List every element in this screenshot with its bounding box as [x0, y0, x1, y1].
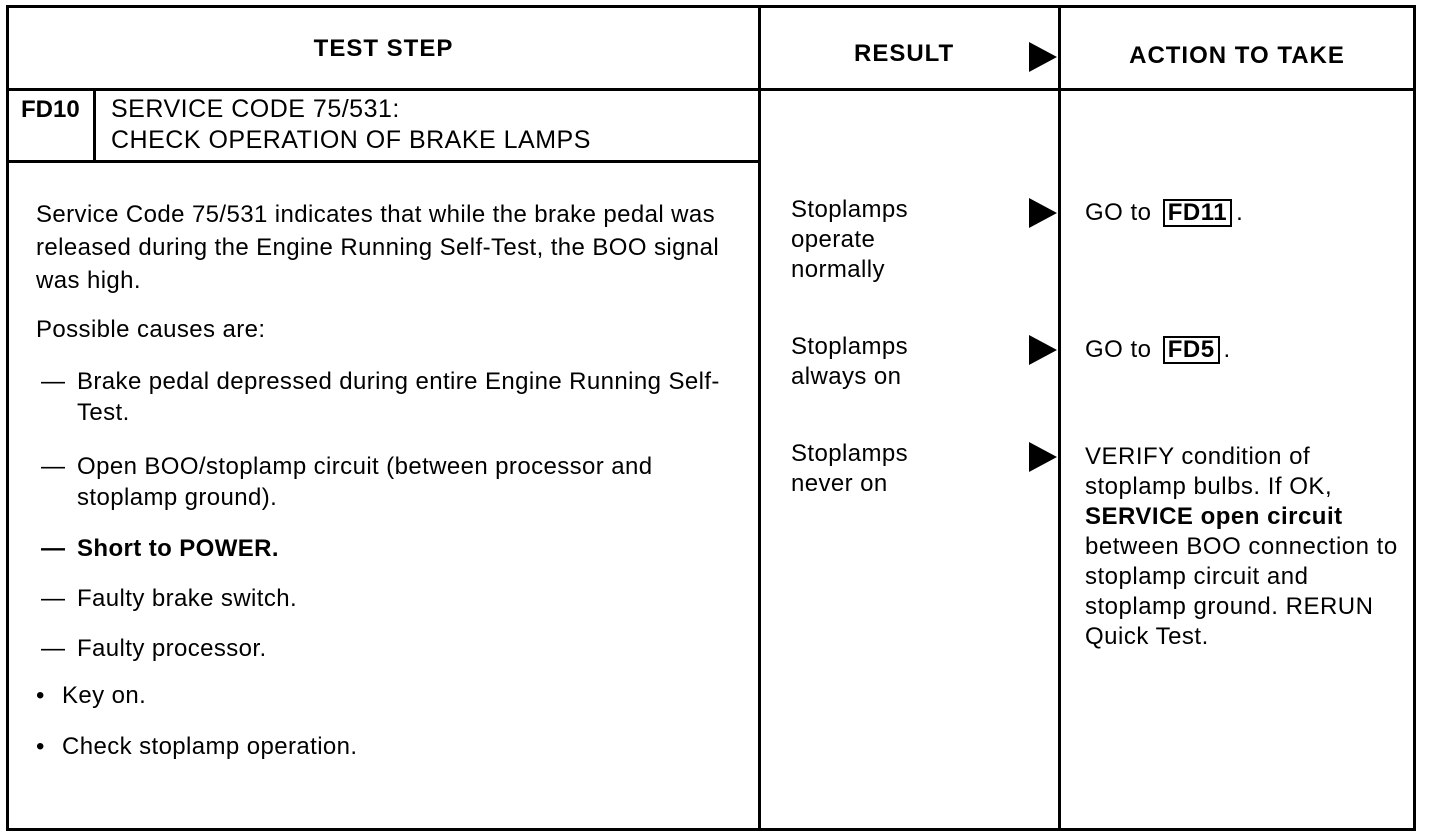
header-action-to-take: ACTION TO TAKE — [1129, 42, 1345, 69]
header-test-step: TEST STEP — [313, 35, 454, 62]
action-go-to-fd5 — [1085, 335, 1231, 365]
cause-text: Short to POWER. — [77, 535, 279, 562]
action-text: between BOO connection to stoplamp circuit and stoplamp ground. RERUN Quick Test. — [1085, 533, 1398, 650]
result-line: never on — [791, 470, 888, 497]
bullet-mark: • — [36, 733, 45, 760]
result-operate-normally — [791, 195, 908, 285]
result-never-on — [791, 439, 908, 499]
cause-item — [41, 451, 731, 513]
procedure-step-text: Key on. — [62, 682, 147, 709]
result-line: operate — [791, 226, 876, 253]
header-divider — [9, 88, 1413, 91]
action-punctuation: . — [1236, 199, 1244, 226]
step-title-line-2: CHECK OPERATION OF BRAKE LAMPS — [111, 126, 591, 154]
header-result: RESULT — [854, 40, 955, 67]
result-line: always on — [791, 363, 902, 390]
action-text: GO to — [1085, 199, 1152, 226]
dash-mark: — — [41, 368, 66, 395]
dash-mark: — — [41, 453, 66, 480]
step-title-divider — [9, 160, 758, 163]
procedure-step — [36, 682, 146, 710]
dash-mark: — — [41, 635, 66, 662]
result-line: Stoplamps — [791, 333, 908, 360]
action-verify-service — [1085, 442, 1405, 652]
action-emphasis: SERVICE open circuit — [1085, 503, 1343, 530]
arrow-right-icon — [1029, 442, 1057, 472]
arrow-right-icon — [1029, 42, 1057, 72]
step-title — [111, 94, 591, 156]
step-reference-fd11[interactable]: FD11 — [1163, 199, 1232, 227]
action-go-to-fd11 — [1085, 198, 1243, 228]
dash-mark: — — [41, 585, 66, 612]
cause-text: Faulty processor. — [77, 635, 267, 662]
bullet-mark: • — [36, 682, 45, 709]
column-divider-action — [1058, 8, 1061, 828]
cause-text: Open BOO/stoplamp circuit (between processor and stoplamp ground). — [77, 453, 653, 511]
step-code-box-divider — [93, 88, 96, 160]
dash-mark: — — [41, 535, 66, 562]
description-paragraph: Service Code 75/531 indicates that while the brake pedal was released during the Engine Running Self-Test, the BOO signal was high. — [36, 201, 720, 294]
arrow-right-icon — [1029, 198, 1057, 228]
cause-item — [41, 366, 731, 428]
result-line: Stoplamps — [791, 440, 908, 467]
cause-item — [41, 583, 731, 614]
procedure-step — [36, 733, 358, 761]
action-text: GO to — [1085, 336, 1152, 363]
result-always-on — [791, 332, 908, 392]
column-divider-result — [758, 8, 761, 828]
possible-causes-label: Possible causes are: — [36, 316, 266, 343]
cause-item — [41, 533, 731, 564]
test-step-table — [6, 5, 1416, 831]
step-code: FD10 — [21, 96, 80, 123]
step-title-line-1: SERVICE CODE 75/531: — [111, 95, 400, 123]
result-line: Stoplamps — [791, 196, 908, 223]
cause-item — [41, 633, 731, 664]
procedure-step-text: Check stoplamp operation. — [62, 733, 358, 760]
result-line: normally — [791, 256, 885, 283]
arrow-right-icon — [1029, 335, 1057, 365]
cause-text: Faulty brake switch. — [77, 585, 298, 612]
step-reference-fd5[interactable]: FD5 — [1163, 336, 1220, 364]
action-text: VERIFY condition of stoplamp bulbs. If OK, — [1085, 443, 1333, 500]
cause-text: Brake pedal depressed during entire Engine Running Self-Test. — [77, 368, 720, 426]
action-punctuation: . — [1223, 336, 1231, 363]
